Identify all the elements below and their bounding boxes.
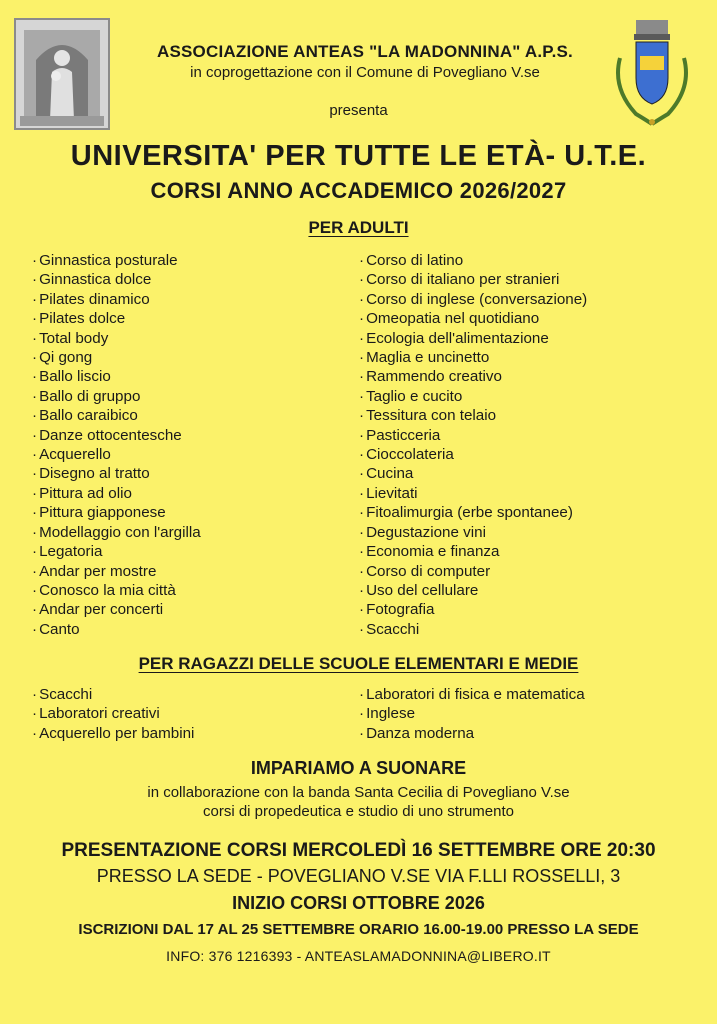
list-item: · Pilates dinamico [32,290,201,309]
list-item: · Laboratori creativi [32,704,194,723]
courses-start: INIZIO CORSI OTTOBRE 2026 [232,893,485,913]
list-item: · Ballo liscio [32,367,201,386]
list-item: · Maglia e uncinetto [359,348,587,367]
list-item: · Lievitati [359,484,587,503]
list-item: · Ballo caraibico [32,406,201,425]
list-item: · Acquerello [32,445,201,464]
list-item: · Andar per concerti [32,600,201,619]
list-item: · Omeopatia nel quotidiano [359,309,587,328]
list-item: · Modellaggio con l'argilla [32,523,201,542]
list-item: · Ginnastica dolce [32,270,201,289]
list-item: · Corso di latino [359,251,587,270]
list-item: · Inglese [359,704,585,723]
adults-heading: PER ADULTI [308,218,409,237]
list-item: · Scacchi [32,685,194,704]
music-heading: IMPARIAMO A SUONARE [250,758,467,778]
list-item: · Canto [32,620,201,639]
adult-courses-left [32,251,201,639]
presentation-date: PRESENTAZIONE CORSI MERCOLEDÌ 16 SETTEMBRE ORE 20:30 [61,840,656,861]
kids-heading: PER RAGAZZI DELLE SCUOLE ELEMENTARI E MEDIE [138,654,579,673]
music-courses-text: corsi di propedeutica e studio di uno strumento [202,803,514,820]
list-item: · Pittura giapponese [32,503,201,522]
kids-courses-right [359,685,585,743]
list-item: · Disegno al tratto [32,464,201,483]
list-item: · Andar per mostre [32,562,201,581]
presents-label: presenta [329,102,388,119]
sub-title: CORSI ANNO ACCADEMICO 2026/2027 [150,178,567,203]
list-item: · Degustazione vini [359,523,587,542]
list-item: · Danza moderna [359,724,585,743]
list-item: · Ginnastica posturale [32,251,201,270]
list-item: · Tessitura con telaio [359,406,587,425]
kids-courses-left [32,685,194,743]
list-item: · Legatoria [32,542,201,561]
registration-info: ISCRIZIONI DAL 17 AL 25 SETTEMBRE ORARIO 16.00-19.00 PRESSO LA SEDE [78,921,639,938]
list-item: · Conosco la mia città [32,581,201,600]
list-item: · Corso di italiano per stranieri [359,270,587,289]
organization-subtitle: in coprogettazione con il Comune di Povegliano V.se [190,64,540,81]
organization-name: ASSOCIAZIONE ANTEAS "LA MADONNINA" A.P.S. [157,42,573,61]
music-collaboration-text: in collaborazione con la banda Santa Cecilia di Povegliano V.se [147,784,570,801]
list-item: · Fitoalimurgia (erbe spontanee) [359,503,587,522]
list-item: · Rammendo creativo [359,367,587,386]
presentation-venue: PRESSO LA SEDE - POVEGLIANO V.SE VIA F.LLI ROSSELLI, 3 [96,866,621,886]
list-item: · Pilates dolce [32,309,201,328]
list-item: · Taglio e cucito [359,387,587,406]
list-item: · Uso del cellulare [359,581,587,600]
list-item: · Corso di inglese (conversazione) [359,290,587,309]
list-item: · Ballo di gruppo [32,387,201,406]
list-item: · Cucina [359,464,587,483]
list-item: · Acquerello per bambini [32,724,194,743]
list-item: · Scacchi [359,620,587,639]
list-item: · Corso di computer [359,562,587,581]
list-item: · Economia e finanza [359,542,587,561]
list-item: · Cioccolateria [359,445,587,464]
main-title: UNIVERSITA' PER TUTTE LE ETÀ- U.T.E. [70,140,647,172]
list-item: · Pasticceria [359,426,587,445]
list-item: · Ecologia dell'alimentazione [359,329,587,348]
list-item: · Fotografia [359,600,587,619]
list-item: · Danze ottocentesche [32,426,201,445]
list-item: · Pittura ad olio [32,484,201,503]
list-item: · Laboratori di fisica e matematica [359,685,585,704]
adult-courses-right [359,251,587,639]
list-item: · Qi gong [32,348,201,367]
contact-info: INFO: 376 1216393 - ANTEASLAMADONNINA@LIBERO.IT [166,948,551,964]
list-item: · Total body [32,329,201,348]
